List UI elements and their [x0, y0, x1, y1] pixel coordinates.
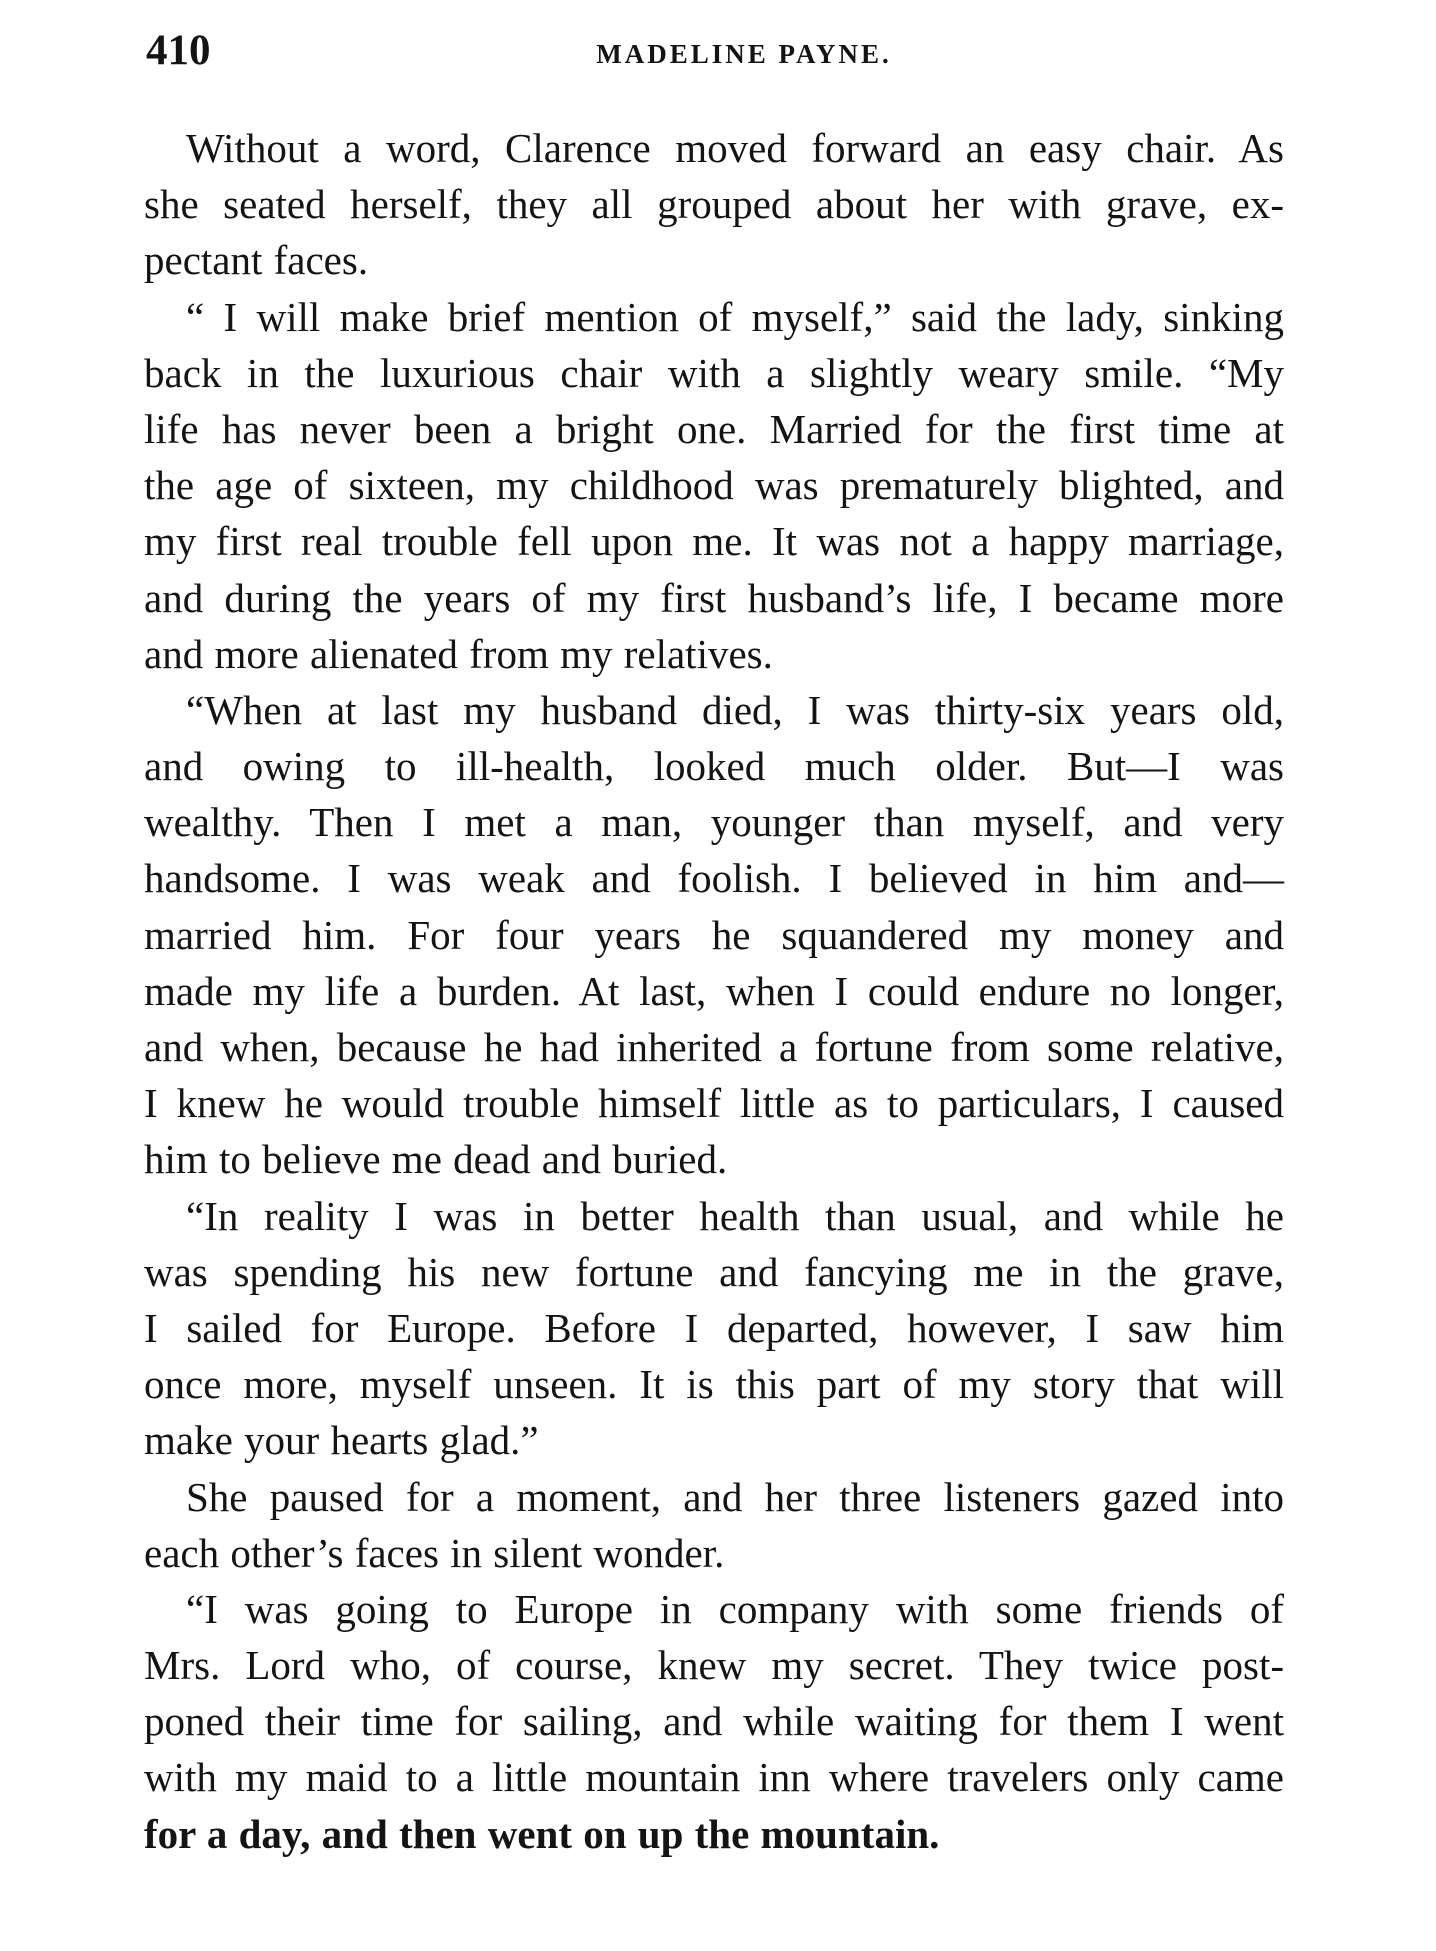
text-line: wealthy. Then I met a man, younger than myself, and very — [144, 799, 1284, 846]
text-line: Mrs. Lord who, of course, knew my secret. They twice post- — [144, 1642, 1284, 1689]
text-line: for a day, and then went on up the mountain. — [144, 1810, 940, 1857]
text-line: poned their time for sailing, and while waiting for them I went — [144, 1698, 1284, 1745]
text-line: make your hearts glad.” — [144, 1417, 539, 1464]
text-line: made my life a burden. At last, when I could endure no longer, — [144, 967, 1284, 1014]
text-line: handsome. I was weak and foolish. I believed in him and— — [144, 855, 1284, 902]
text-line: pectant faces. — [144, 237, 369, 284]
page-number: 410 — [146, 27, 211, 74]
text-line: “ I will make brief mention of myself,” said the lady, sinking — [186, 293, 1284, 340]
running-title: MADELINE PAYNE. — [596, 39, 892, 69]
text-line: she seated herself, they all grouped about her with grave, ex- — [144, 181, 1284, 228]
text-line: my first real trouble fell upon me. It was not a happy marriage, — [144, 518, 1284, 565]
text-line: “I was going to Europe in company with some friends of — [186, 1585, 1284, 1632]
text-line: and owing to ill-health, looked much older. But—I was — [144, 743, 1284, 790]
text-line: back in the luxurious chair with a slightly weary smile. “My — [144, 349, 1284, 396]
text-line: “In reality I was in better health than usual, and while he — [186, 1192, 1284, 1239]
text-line: and when, because he had inherited a fortune from some relative, — [144, 1024, 1284, 1070]
text-line: I sailed for Europe. Before I departed, however, I saw him — [144, 1304, 1284, 1351]
text-line: I knew he would trouble himself little as to particulars, I caused — [144, 1080, 1284, 1127]
text-line: married him. For four years he squandered my money and — [144, 911, 1284, 958]
text-line: with my maid to a little mountain inn where travelers only came — [144, 1754, 1284, 1801]
body-text — [144, 120, 1284, 1862]
text-line: Without a word, Clarence moved forward an easy chair. As — [186, 125, 1284, 171]
text-line: “When at last my husband died, I was thirty-six years old, — [186, 686, 1284, 733]
text-line: was spending his new fortune and fancying me in the grave, — [144, 1248, 1284, 1295]
text-line: him to believe me dead and buried. — [144, 1136, 728, 1183]
text-line: and more alienated from my relatives. — [144, 630, 773, 677]
text-line: and during the years of my first husband’s life, I became more — [144, 574, 1284, 621]
text-line: She paused for a moment, and her three listeners gazed into — [186, 1473, 1284, 1520]
text-line: life has never been a bright one. Married for the first time at — [144, 405, 1284, 452]
text-line: the age of sixteen, my childhood was prematurely blighted, and — [144, 462, 1284, 509]
running-head — [146, 26, 1282, 86]
text-line: each other’s faces in silent wonder. — [144, 1529, 725, 1576]
text-line: once more, myself unseen. It is this part of my story that will — [144, 1361, 1284, 1408]
